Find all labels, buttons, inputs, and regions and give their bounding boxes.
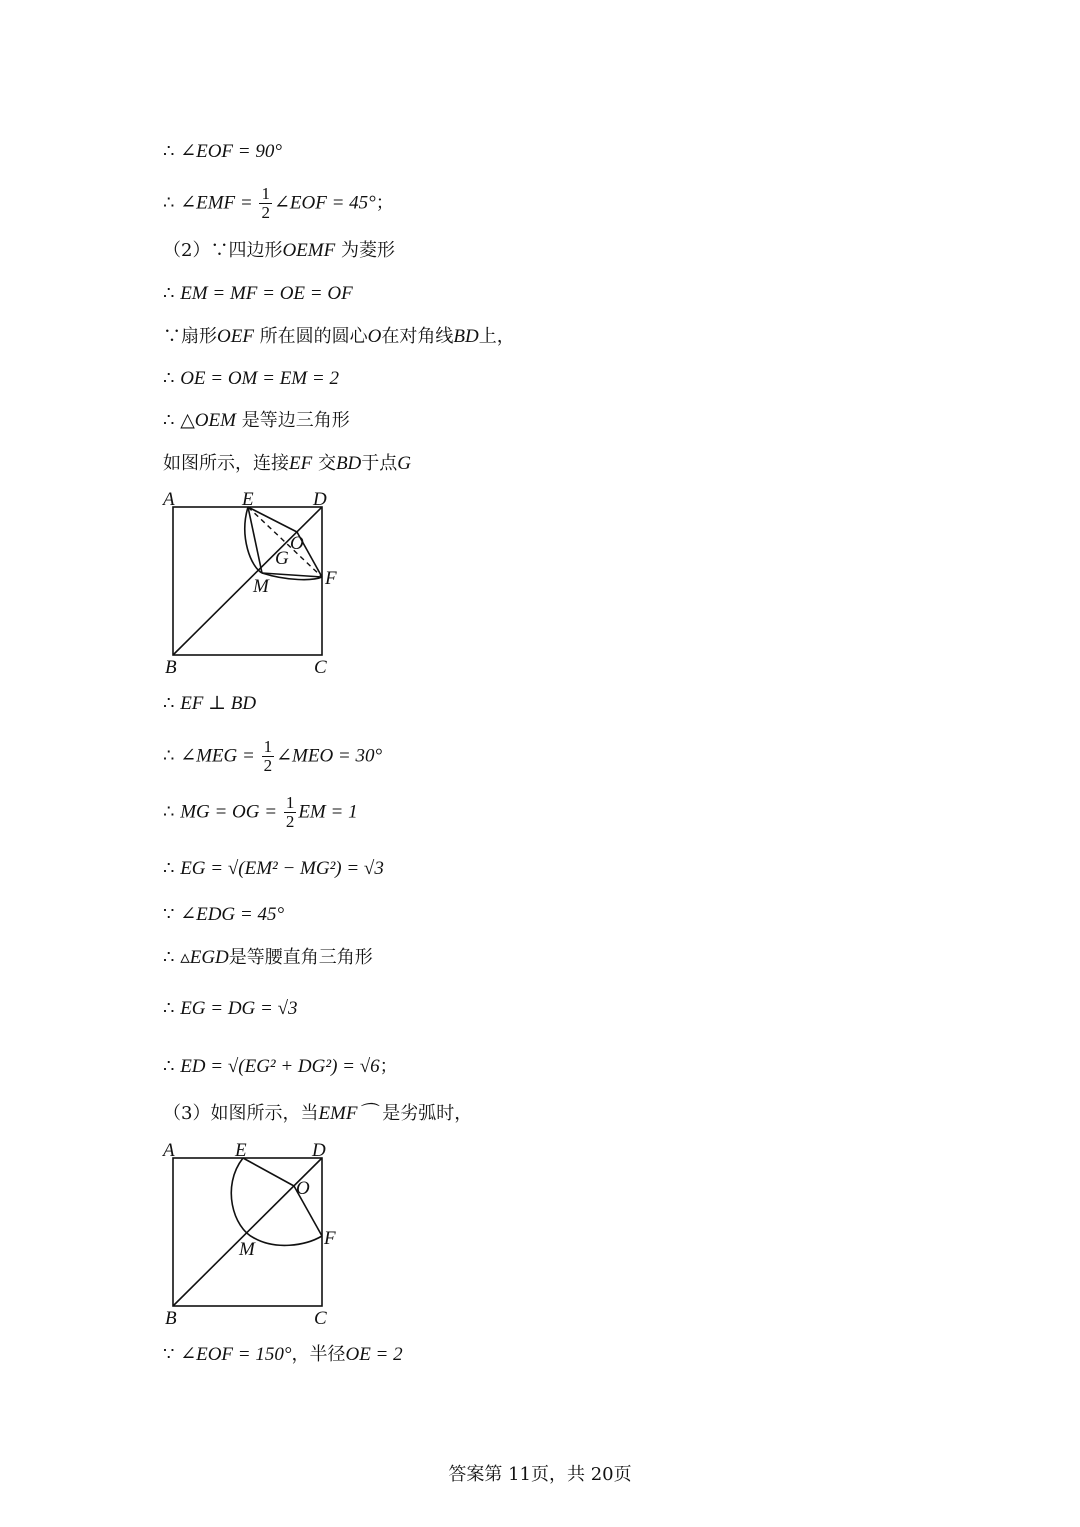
line-meg-30: ∴ ∠MEG = $\frac{1}{2}$ ∠MEO = 30° bbox=[163, 737, 383, 775]
label-c: C bbox=[314, 1308, 327, 1329]
label-f: F bbox=[325, 568, 337, 589]
line-isosceles-right: ∴ ▵EGD是等腰直角三角形 bbox=[163, 947, 373, 968]
label-e: E bbox=[242, 489, 254, 510]
line-eg-sqrt3: ∴ EG = √(EM² − MG²) = √3 bbox=[163, 858, 384, 879]
line-oe-om-em: ∴ OE = OM = EM = 2 bbox=[163, 368, 339, 389]
line-edg-45: ∵ ∠EDG = 45° bbox=[163, 904, 285, 925]
label-b: B bbox=[165, 657, 177, 678]
label-m: M bbox=[239, 1239, 255, 1260]
fraction-half: $\frac{1}{2}$ bbox=[285, 793, 295, 831]
line-equilateral: ∴ △OEM 是等边三角形 bbox=[163, 410, 350, 431]
label-g: G bbox=[275, 548, 289, 569]
line-part2-rhombus: （2）∵四边形OEMF 为菱形 bbox=[163, 240, 395, 261]
line-part3-minor-arc: （3）如图所示，当EMF⌒ 是劣弧时， bbox=[163, 1103, 473, 1124]
line-ed-sqrt6: ∴ ED = √(EG² + DG²) = √6； bbox=[163, 1056, 398, 1077]
label-m: M bbox=[253, 576, 269, 597]
line-sector-center: ∵扇形OEF 所在圆的圆心O在对角线BD上， bbox=[163, 326, 515, 347]
label-d: D bbox=[312, 1140, 326, 1161]
label-a: A bbox=[163, 1140, 175, 1161]
fraction-half: $\frac{1}{2}$ bbox=[261, 184, 270, 222]
label-o: O bbox=[296, 1178, 310, 1199]
line-connect-ef: 如图所示，连接EF 交BD于点G bbox=[163, 453, 412, 474]
page-footer: 答案第 11页，共 20页 bbox=[448, 1464, 632, 1485]
line-eof-90: ∴ ∠EOF = 90° bbox=[163, 141, 282, 162]
line-ef-perp-bd: ∴ EF ⊥ BD bbox=[163, 693, 257, 714]
line-eg-dg: ∴ EG = DG = √3 bbox=[163, 998, 298, 1019]
label-c: C bbox=[314, 657, 327, 678]
figure-2-square-diagram bbox=[155, 1136, 355, 1331]
line-emf-45: ∴ ∠EMF = $\frac{1}{2}$ ∠EOF = 45°； bbox=[163, 184, 394, 222]
line-eof-150: ∵ ∠EOF = 150°，半径OE = 2 bbox=[163, 1344, 403, 1365]
label-o: O bbox=[290, 533, 304, 554]
label-d: D bbox=[313, 489, 327, 510]
label-a: A bbox=[163, 489, 175, 510]
line-equal-sides: ∴ EM = MF = OE = OF bbox=[163, 283, 353, 304]
label-b: B bbox=[165, 1308, 177, 1329]
line-mg-og-1: ∴ MG = OG = $\frac{1}{2}$ EM = 1 bbox=[163, 793, 358, 831]
label-e: E bbox=[235, 1140, 247, 1161]
fraction-half: $\frac{1}{2}$ bbox=[263, 737, 273, 775]
label-f: F bbox=[324, 1228, 336, 1249]
figure-1-square-diagram bbox=[155, 485, 355, 680]
